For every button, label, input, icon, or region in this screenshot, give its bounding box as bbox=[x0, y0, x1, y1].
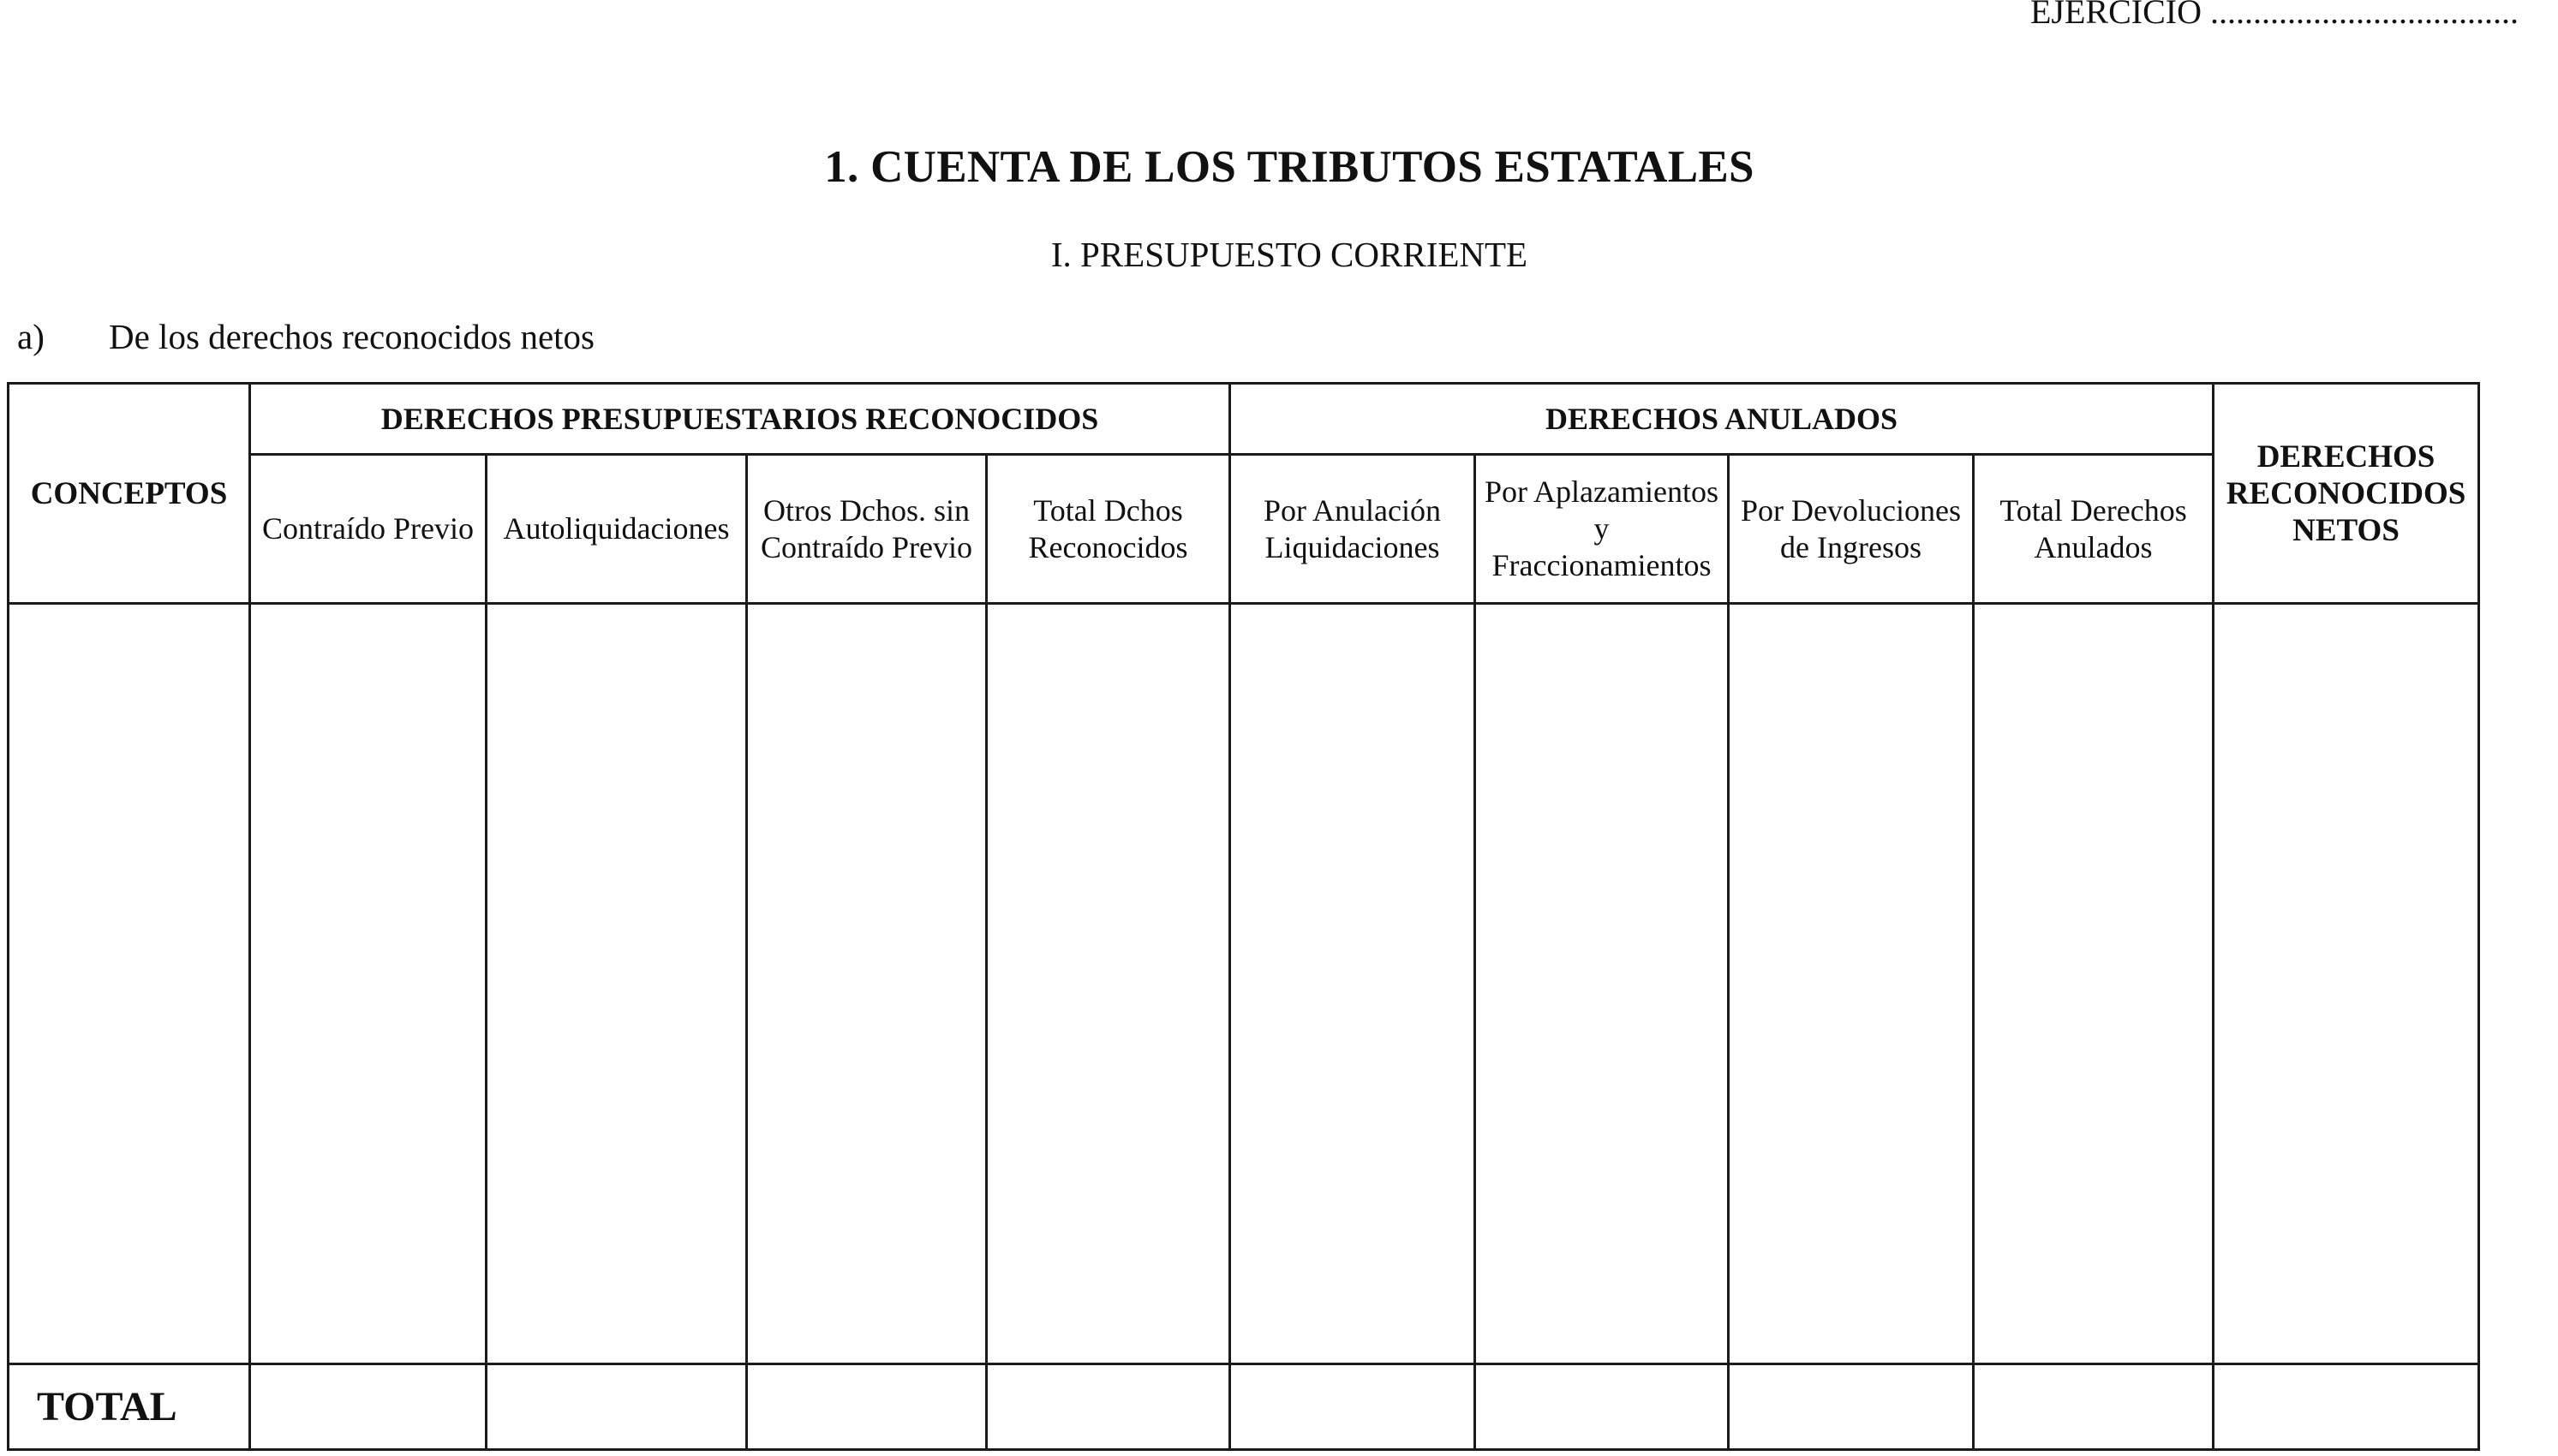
header-total-derechos-anulados: Total Derechos Anulados bbox=[1974, 455, 2214, 604]
cell-netos[interactable] bbox=[2214, 604, 2479, 1364]
ejercicio-field: EJERCICIO .................................... bbox=[2030, 0, 2519, 29]
document-subtitle: I. PRESUPUESTO CORRIENTE bbox=[1050, 235, 1528, 274]
header-netos: DERECHOS RECONOCIDOS NETOS bbox=[2214, 384, 2479, 604]
header-otros-dchos: Otros Dchos. sin Contraído Previo bbox=[747, 455, 987, 604]
total-por-devoluciones[interactable] bbox=[1729, 1364, 1974, 1450]
header-total-dchos-reconocidos: Total Dchos Reconocidos bbox=[987, 455, 1230, 604]
total-row bbox=[9, 1364, 2479, 1450]
total-label: TOTAL bbox=[9, 1364, 250, 1450]
section-heading bbox=[17, 315, 595, 358]
section-text: De los derechos reconocidos netos bbox=[109, 317, 595, 356]
table-row bbox=[9, 604, 2479, 1364]
cell-otros-dchos[interactable] bbox=[747, 604, 987, 1364]
section-marker: a) bbox=[17, 317, 45, 356]
cell-total-derechos-anulados[interactable] bbox=[1974, 604, 2214, 1364]
cell-total-dchos-reconocidos[interactable] bbox=[987, 604, 1230, 1364]
total-por-aplazamientos[interactable] bbox=[1475, 1364, 1729, 1450]
cell-por-aplazamientos[interactable] bbox=[1475, 604, 1729, 1364]
total-total-dchos-reconocidos[interactable] bbox=[987, 1364, 1230, 1450]
total-netos[interactable] bbox=[2214, 1364, 2479, 1450]
header-por-aplazamientos: Por Aplazamientos y Fraccionamientos bbox=[1475, 455, 1729, 604]
header-por-devoluciones: Por Devoluciones de Ingresos bbox=[1729, 455, 1974, 604]
cell-por-devoluciones[interactable] bbox=[1729, 604, 1974, 1364]
header-group-anulados: DERECHOS ANULADOS bbox=[1230, 384, 2214, 455]
cell-por-anulacion[interactable] bbox=[1230, 604, 1475, 1364]
header-por-anulacion: Por Anulación Liquidaciones bbox=[1230, 455, 1475, 604]
header-group-reconocidos: DERECHOS PRESUPUESTARIOS RECONOCIDOS bbox=[250, 384, 1230, 455]
total-total-derechos-anulados[interactable] bbox=[1974, 1364, 2214, 1450]
header-contraido-previo: Contraído Previo bbox=[250, 455, 487, 604]
derechos-table bbox=[7, 382, 2480, 1451]
total-por-anulacion[interactable] bbox=[1230, 1364, 1475, 1450]
cell-autoliquidaciones[interactable] bbox=[487, 604, 747, 1364]
header-conceptos: CONCEPTOS bbox=[9, 384, 250, 604]
header-row-groups bbox=[9, 384, 2479, 455]
cell-conceptos[interactable] bbox=[9, 604, 250, 1364]
total-contraido-previo[interactable] bbox=[250, 1364, 487, 1450]
cell-contraido-previo[interactable] bbox=[250, 604, 487, 1364]
total-otros-dchos[interactable] bbox=[747, 1364, 987, 1450]
header-autoliquidaciones: Autoliquidaciones bbox=[487, 455, 747, 604]
total-autoliquidaciones[interactable] bbox=[487, 1364, 747, 1450]
document-title: 1. CUENTA DE LOS TRIBUTOS ESTATALES bbox=[824, 142, 1754, 192]
header-row-columns bbox=[9, 455, 2479, 604]
